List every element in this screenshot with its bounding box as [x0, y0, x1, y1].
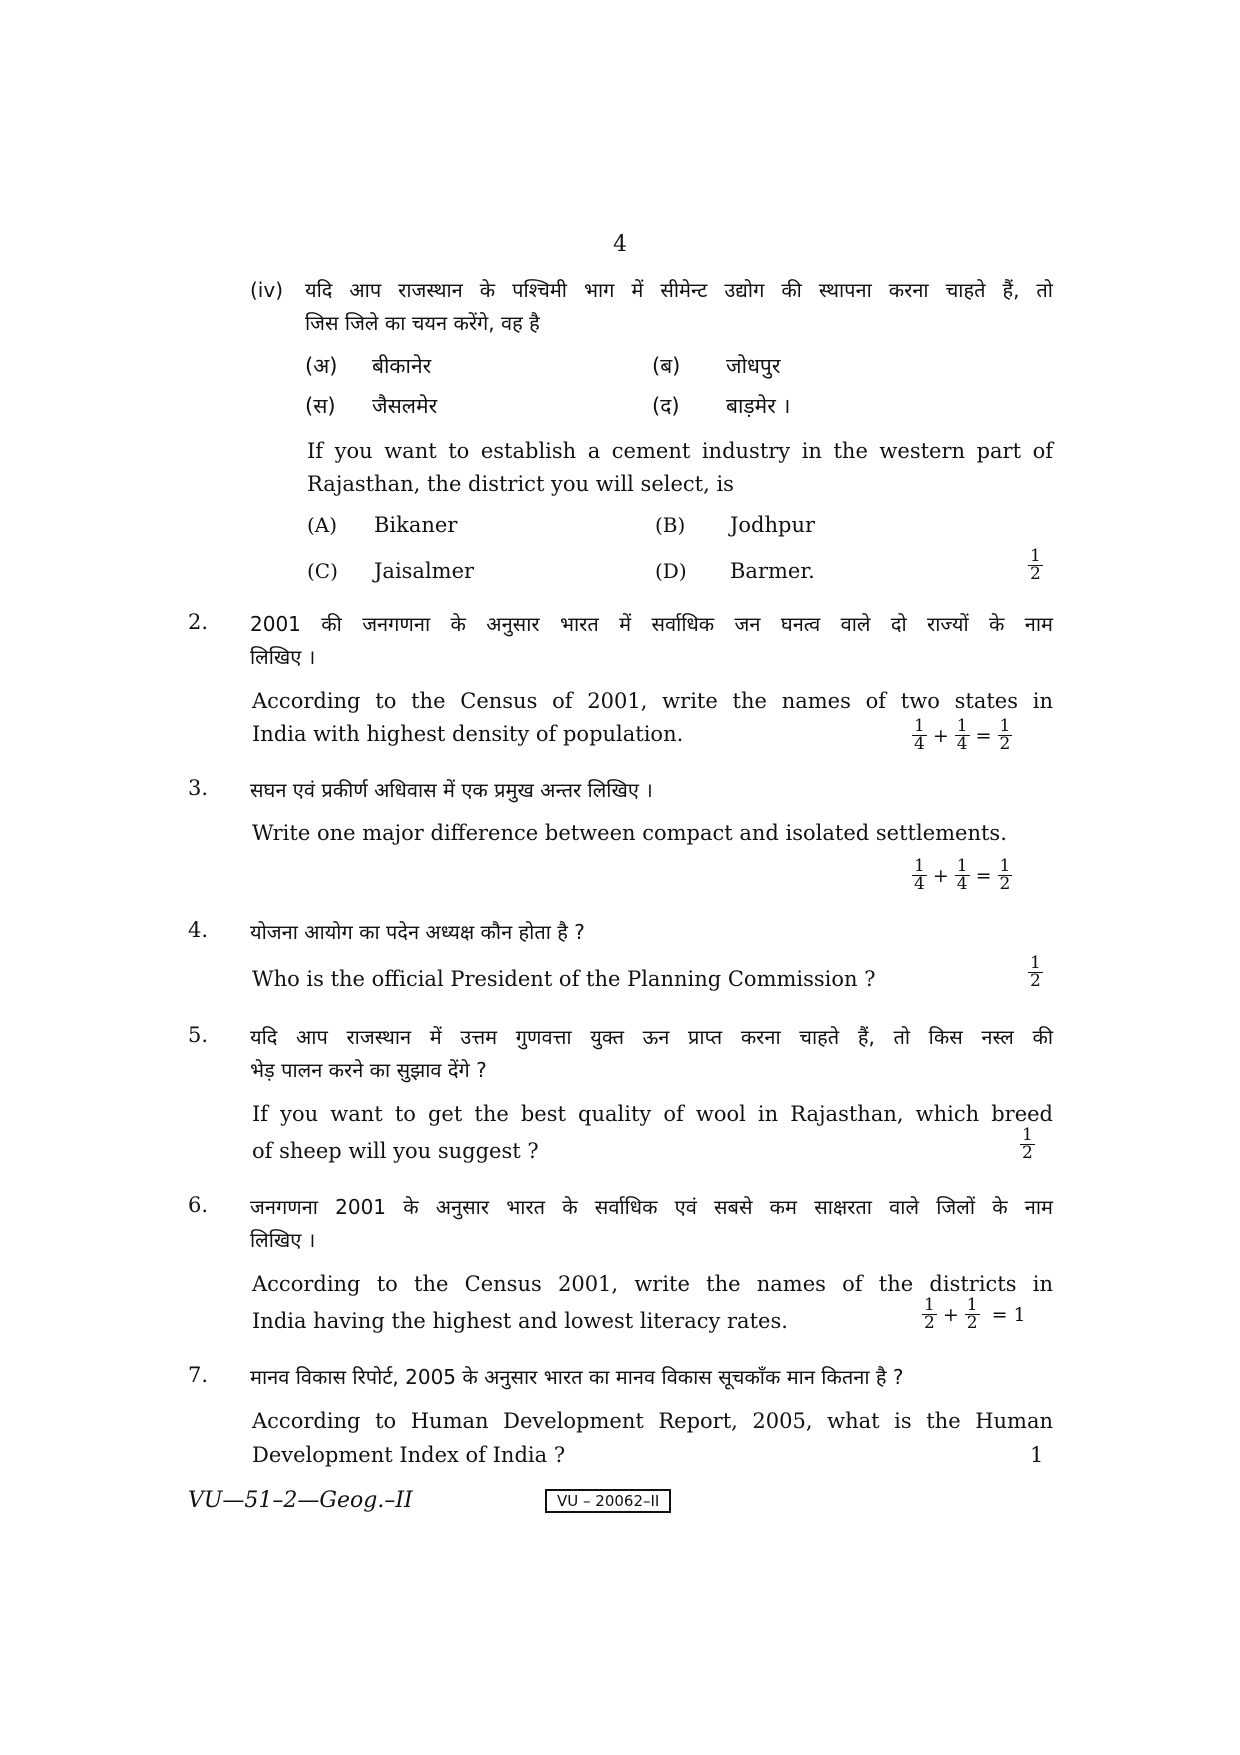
q2-marks-b-den: 4	[956, 734, 968, 754]
q3-marks	[912, 858, 1012, 893]
q3-marks-a-den: 4	[914, 874, 925, 894]
q5-hindi-line1: यदि आप राजस्थान में उत्तम गुणवत्ता युक्त ऊन प्राप्त करना चाहते हैं, तो किस नस्ल की	[250, 1025, 1053, 1049]
q6-marks-plus: +	[942, 1303, 959, 1326]
q4-marks-den: 2	[1030, 971, 1041, 991]
q5-hindi-line2: भेड़ पालन करने का सुझाव देंगे ?	[250, 1058, 487, 1082]
q2-hindi-line1: 2001 की जनगणना के अनुसार भारत में सर्वाधिक जन घनत्व वाले दो राज्यों के नाम	[250, 612, 1053, 636]
q3-marks-r-den: 2	[999, 874, 1011, 894]
q3-hindi-line1: सघन एवं प्रकीर्ण अधिवास में एक प्रमुख अन्तर लिखिए ।	[250, 778, 653, 802]
q1iv-hindi-option-d-label: (द)	[652, 394, 680, 418]
q1iv-hindi-option-b-label: (ब)	[652, 354, 681, 378]
q1iv-hindi-option-a-label: (अ)	[305, 354, 338, 378]
q5-marks-den: 2	[1022, 1143, 1033, 1163]
q1iv-hindi-option-b-text: जोधपुर	[726, 354, 781, 378]
q6-marks-a-den: 2	[924, 1313, 935, 1333]
q1iv-marks-num: 1	[1030, 546, 1041, 566]
q3-marks-plus: +	[932, 864, 949, 887]
q3-marks-b-num: 1	[956, 856, 968, 876]
q6-hindi-line2: लिखिए ।	[250, 1228, 316, 1252]
q7-marks: 1	[1030, 1443, 1044, 1467]
q3-marks-a-num: 1	[914, 856, 925, 876]
q3-number: 3.	[188, 776, 209, 800]
q1iv-english-line2: Rajasthan, the district you will select, is	[307, 472, 734, 496]
q7-number: 7.	[188, 1363, 209, 1387]
q4-english-line1: Who is the official President of the Planning Commission ?	[252, 967, 876, 991]
q1iv-english-option-d-label: (D)	[655, 559, 687, 583]
q6-english-line2: India having the highest and lowest literacy rates.	[252, 1309, 788, 1333]
q2-marks-r-num: 1	[999, 716, 1011, 736]
footer-paper-code: VU—51–2—Geog.–II	[188, 1488, 413, 1513]
q1iv-hindi-option-a-text: बीकानेर	[372, 354, 432, 378]
q2-number: 2.	[188, 610, 209, 634]
q2-marks-r-den: 2	[999, 734, 1011, 754]
q4-marks	[1028, 955, 1043, 990]
q1iv-english-option-b-text: Jodhpur	[730, 513, 816, 537]
q4-hindi-line1: योजना आयोग का पदेन अध्यक्ष कौन होता है ?	[250, 920, 585, 944]
q6-marks-eq: = 1	[991, 1303, 1026, 1326]
page-number: 4	[613, 232, 627, 257]
q1iv-hindi-line2: जिस जिले का चयन करेंगे, वह है	[305, 311, 540, 335]
q2-english-line1: According to the Census of 2001, write the names of two states in	[252, 689, 1053, 713]
q5-english-line2: of sheep will you suggest ?	[252, 1139, 539, 1163]
q5-english-line1: If you want to get the best quality of wool in Rajasthan, which breed	[252, 1102, 1053, 1126]
q6-hindi-line1: जनगणना 2001 के अनुसार भारत के सर्वाधिक एवं सबसे कम साक्षरता वाले जिलों के नाम	[250, 1195, 1053, 1219]
q7-english-line1: According to Human Development Report, 2005, what is the Human	[252, 1409, 1053, 1433]
q1iv-hindi-option-c-text: जैसलमेर	[372, 394, 438, 418]
q2-marks-a-num: 1	[914, 716, 925, 736]
q6-marks-b-num: 1	[966, 1295, 978, 1315]
q3-english-line1: Write one major difference between compact and isolated settlements.	[252, 821, 1007, 845]
q2-marks-eq: =	[975, 724, 992, 747]
q3-marks-b-den: 4	[956, 874, 968, 894]
q4-number: 4.	[188, 918, 209, 942]
q1iv-english-option-d-text: Barmer.	[730, 559, 815, 583]
q1iv-hindi-option-c-label: (स)	[305, 394, 336, 418]
q1iv-english-option-a-label: (A)	[307, 513, 338, 537]
q1iv-marks	[1028, 548, 1043, 583]
q6-marks-b-den: 2	[966, 1313, 978, 1333]
q7-english-line2: Development Index of India ?	[252, 1443, 566, 1467]
q6-english-line1: According to the Census 2001, write the names of the districts in	[252, 1272, 1053, 1296]
q2-marks-a-den: 4	[914, 734, 925, 754]
q1iv-marks-den: 2	[1030, 564, 1041, 584]
q1iv-english-option-b-label: (B)	[655, 513, 686, 537]
q1iv-english-option-c-text: Jaisalmer	[374, 559, 475, 583]
q2-marks-b-num: 1	[956, 716, 968, 736]
q5-number: 5.	[188, 1023, 209, 1047]
q1iv-hindi-line1: यदि आप राजस्थान के पश्चिमी भाग में सीमेन्ट उद्योग की स्थापना करना चाहते हैं, तो	[305, 278, 1053, 302]
q3-marks-r-num: 1	[999, 856, 1011, 876]
q7-hindi-line1: मानव विकास रिपोर्ट, 2005 के अनुसार भारत का मानव विकास सूचकाँक मान कितना है ?	[250, 1365, 904, 1389]
q1iv-label: (iv)	[250, 278, 283, 302]
q2-english-line2: India with highest density of population.	[252, 722, 684, 746]
q2-hindi-line2: लिखिए ।	[250, 645, 316, 669]
q2-marks	[912, 718, 1012, 753]
q3-marks-eq: =	[975, 864, 992, 887]
q2-marks-plus: +	[932, 724, 949, 747]
q4-marks-num: 1	[1030, 953, 1041, 973]
q1iv-hindi-option-d-text: बाड़मेर ।	[726, 394, 791, 418]
q1iv-english-option-c-label: (C)	[307, 559, 338, 583]
q5-marks-num: 1	[1022, 1125, 1033, 1145]
q6-marks-a-num: 1	[924, 1295, 935, 1315]
q5-marks	[1020, 1127, 1035, 1162]
q6-marks	[922, 1297, 1026, 1332]
footer-code-box: VU – 20062–II	[545, 1489, 671, 1513]
q6-number: 6.	[188, 1193, 209, 1217]
q1iv-english-line1: If you want to establish a cement industry in the western part of	[307, 439, 1053, 463]
q1iv-english-option-a-text: Bikaner	[374, 513, 458, 537]
